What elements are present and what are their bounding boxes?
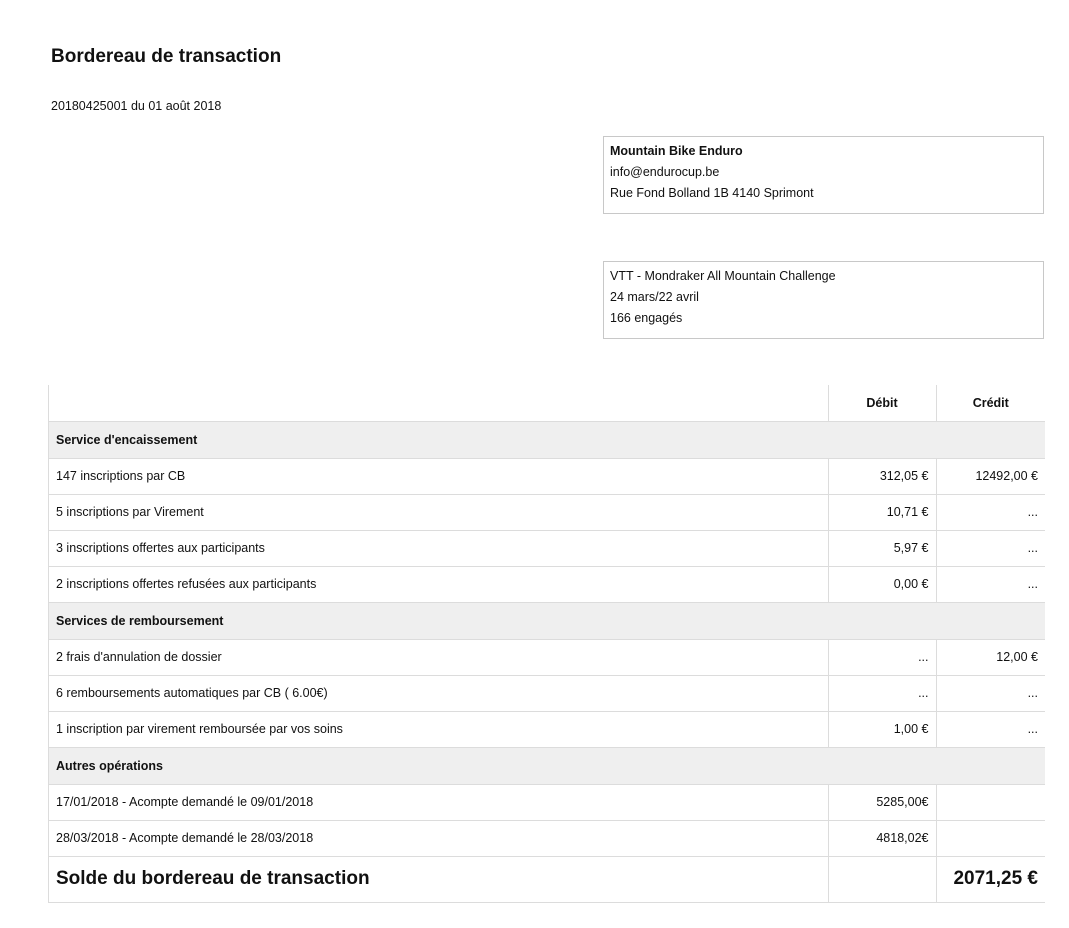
row-label: 5 inscriptions par Virement xyxy=(49,494,829,530)
column-header-credit: Crédit xyxy=(936,385,1045,421)
row-debit: 4818,02€ xyxy=(828,820,936,856)
total-debit xyxy=(828,856,936,902)
row-label: 3 inscriptions offertes aux participants xyxy=(49,530,829,566)
row-debit: 0,00 € xyxy=(828,566,936,602)
event-participants: 166 engagés xyxy=(610,311,683,325)
row-label: 147 inscriptions par CB xyxy=(49,458,829,494)
section-title: Services de remboursement xyxy=(49,602,1046,639)
row-credit: ... xyxy=(936,494,1045,530)
table-row xyxy=(49,639,1046,675)
row-credit: ... xyxy=(936,675,1045,711)
row-credit xyxy=(936,784,1045,820)
table-row xyxy=(49,711,1046,747)
row-debit: ... xyxy=(828,675,936,711)
event-box xyxy=(603,261,1044,339)
row-label: 17/01/2018 - Acompte demandé le 09/01/2018 xyxy=(49,784,829,820)
row-debit: 5,97 € xyxy=(828,530,936,566)
transaction-table xyxy=(48,385,1045,903)
table-row xyxy=(49,784,1046,820)
column-header-debit: Débit xyxy=(828,385,936,421)
table-row xyxy=(49,530,1046,566)
table-row xyxy=(49,494,1046,530)
row-label: 28/03/2018 - Acompte demandé le 28/03/2018 xyxy=(49,820,829,856)
table-row xyxy=(49,675,1046,711)
section-title: Autres opérations xyxy=(49,747,1046,784)
row-label: 2 inscriptions offertes refusées aux participants xyxy=(49,566,829,602)
row-credit: ... xyxy=(936,711,1045,747)
column-header-label xyxy=(49,385,829,421)
organizer-address: Rue Fond Bolland 1B 4140 Sprimont xyxy=(610,186,814,200)
event-dates: 24 mars/22 avril xyxy=(610,290,699,304)
document-reference: 20180425001 du 01 août 2018 xyxy=(51,99,222,113)
row-label: 6 remboursements automatiques par CB ( 6.00€) xyxy=(49,675,829,711)
row-credit: ... xyxy=(936,566,1045,602)
organizer-name: Mountain Bike Enduro xyxy=(610,144,743,158)
section-header-row xyxy=(49,747,1046,784)
row-debit: ... xyxy=(828,639,936,675)
table-row xyxy=(49,458,1046,494)
row-credit: 12,00 € xyxy=(936,639,1045,675)
row-label: 1 inscription par virement remboursée par vos soins xyxy=(49,711,829,747)
event-name: VTT - Mondraker All Mountain Challenge xyxy=(610,269,836,283)
table-row xyxy=(49,820,1046,856)
total-row xyxy=(49,856,1046,902)
row-label: 2 frais d'annulation de dossier xyxy=(49,639,829,675)
table-row xyxy=(49,566,1046,602)
row-debit: 5285,00€ xyxy=(828,784,936,820)
total-credit: 2071,25 € xyxy=(936,856,1045,902)
total-label: Solde du bordereau de transaction xyxy=(49,856,829,902)
section-header-row xyxy=(49,602,1046,639)
section-header-row xyxy=(49,421,1046,458)
organizer-box xyxy=(603,136,1044,214)
row-credit: 12492,00 € xyxy=(936,458,1045,494)
row-debit: 10,71 € xyxy=(828,494,936,530)
row-credit: ... xyxy=(936,530,1045,566)
section-title: Service d'encaissement xyxy=(49,421,1046,458)
organizer-email: info@endurocup.be xyxy=(610,165,720,179)
table-header-row xyxy=(49,385,1046,421)
document-title: Bordereau de transaction xyxy=(51,46,282,67)
row-debit: 312,05 € xyxy=(828,458,936,494)
row-credit xyxy=(936,820,1045,856)
row-debit: 1,00 € xyxy=(828,711,936,747)
